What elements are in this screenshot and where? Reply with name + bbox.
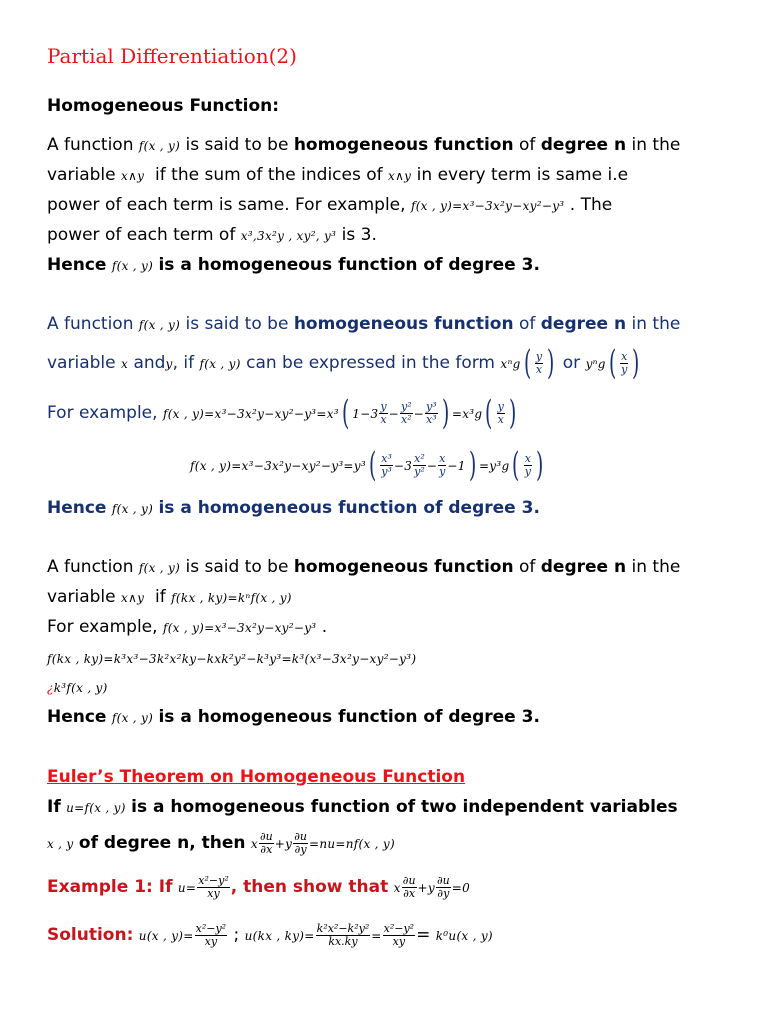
text: Hence (47, 707, 107, 727)
math-expr: =0 (451, 881, 471, 895)
text: in the (631, 314, 681, 334)
math-symbol: ¿ (47, 681, 54, 695)
math-expr: x (250, 837, 258, 851)
math-expr: f(kx , ky)=k³x³−3k²x²ky−kxk²y²−k³y³=k³(x³−3x²y−xy²−y³) (47, 652, 417, 666)
fraction: $\frac{y}{x}$ (535, 349, 543, 376)
math-expr: yⁿg (585, 357, 606, 371)
fraction: $\frac{\text{k²x²−k²y²}}{kx.ky}$ (316, 921, 370, 948)
math-expr: =y³g (478, 459, 510, 473)
fraction: $\frac{y}{x}$ (497, 399, 504, 426)
term: homogeneous function (293, 135, 514, 155)
left-paren: ( (368, 445, 377, 485)
text: power of each term is same. For example, (47, 195, 406, 215)
fraction: $\frac{x}{y}$ (439, 451, 446, 478)
math-expr: −3 (393, 459, 413, 473)
math-expr: f(x , y) (138, 318, 181, 332)
fraction: $\frac{\text{y³}}{\text{x³}}$ (425, 399, 437, 426)
s2-line1 (47, 313, 680, 336)
math-expr: f(x , y) (138, 139, 181, 153)
math-expr: f(x , y)=x³−3x²y−xy²−y³=x³ (162, 407, 339, 421)
text: or (562, 353, 581, 373)
text: . (321, 617, 328, 637)
example-label: Example 1: If (47, 877, 173, 897)
math-expr: f(x , y)=x³−3x²y−xy²−y³=y³ (190, 459, 366, 473)
text: = (416, 925, 431, 945)
right-paren: ) (547, 343, 555, 383)
fraction: $\frac{y}{x}$ (380, 399, 387, 426)
math-expr: =nu=nf(x , y) (308, 837, 395, 851)
math-expr: u= (177, 881, 197, 895)
math-expr: f(x , y) (199, 357, 241, 371)
term: degree n (540, 557, 627, 577)
right-paren: ) (441, 393, 449, 433)
example1-line (47, 870, 470, 905)
math-expr: u=f(x , y) (66, 801, 126, 815)
math-expr: = (371, 929, 382, 943)
left-paren: ( (512, 445, 520, 485)
s3-line4 (47, 647, 416, 670)
math-expr: x (121, 357, 129, 371)
term: homogeneous function (293, 557, 514, 577)
text: For example, (47, 617, 158, 637)
s2-example2 (190, 445, 546, 485)
right-paren: ) (508, 393, 517, 433)
s1-line3 (47, 194, 612, 217)
fraction: $\frac{\text{x²−y²}}{xy}$ (195, 921, 227, 948)
text: power of each term of (47, 225, 236, 245)
math-expr: − (426, 459, 438, 473)
math-expr: −1 (447, 459, 466, 473)
text: of degree n, then (78, 833, 246, 853)
text: if the sum of the indices of (155, 165, 383, 185)
s3-hence (47, 706, 540, 729)
page-title: Partial Differentiation(2) (47, 44, 297, 68)
euler-line1 (47, 796, 678, 819)
text: , then show that (230, 877, 389, 897)
s1-line4 (47, 224, 377, 247)
right-paren: ) (535, 445, 544, 485)
term: homogeneous function (293, 314, 514, 334)
math-expr: f(x , y) (111, 502, 154, 516)
text: For example, (47, 403, 158, 423)
s2-line2 (47, 343, 643, 383)
right-paren: ) (468, 445, 476, 485)
text: of (518, 557, 536, 577)
text: is a homogeneous function of degree 3. (158, 498, 540, 518)
section-heading: Homogeneous Function: (47, 96, 280, 116)
s2-hence (47, 497, 540, 520)
term: degree n (540, 314, 627, 334)
text: and (133, 353, 166, 373)
text: variable (47, 353, 116, 373)
math-expr: x∧y (121, 169, 145, 183)
s3-line2 (47, 586, 292, 609)
text: ; (233, 925, 240, 945)
math-expr: x∧y (121, 591, 145, 605)
text: of (518, 135, 536, 155)
text: variable (47, 165, 116, 185)
math-expr: f(x , y) (111, 259, 154, 273)
math-expr: x³,3x²y , xy², y³ (240, 229, 337, 243)
text: is a homogeneous function of degree 3. (158, 707, 540, 727)
euler-line2 (47, 826, 395, 861)
left-paren: ( (608, 343, 617, 383)
text: in the (631, 557, 681, 577)
math-expr: x∧y (388, 169, 412, 183)
math-expr: x (393, 881, 401, 895)
text: is 3. (341, 225, 377, 245)
text: If (47, 797, 61, 817)
fraction: $\frac{x}{y}$ (621, 349, 628, 376)
euler-heading: Euler’s Theorem on Homogeneous Function (47, 767, 466, 787)
s1-line2 (47, 164, 628, 187)
s1-line1 (47, 134, 680, 157)
text: A function (47, 314, 134, 334)
text: if (155, 587, 166, 607)
math-expr: f(kx , ky)=kⁿf(x , y) (171, 591, 292, 605)
left-paren: ( (341, 393, 350, 433)
fraction: $\frac{\partial u}{\partial y}$ (436, 873, 450, 900)
s3-line1 (47, 556, 680, 579)
s3-line5 (47, 676, 108, 699)
math-expr: xⁿg (500, 357, 521, 371)
text: is a homogeneous function of degree 3. (158, 255, 540, 275)
math-expr: f(x , y) (111, 711, 154, 725)
text: in every term is same i.e (416, 165, 629, 185)
math-expr: u(x , y)= (138, 929, 194, 943)
fraction: $\frac{\partial u}{\partial x}$ (402, 873, 416, 900)
solution-label: Solution: (47, 925, 134, 945)
math-expr: 1−3 (352, 407, 379, 421)
math-expr: x , y (47, 837, 74, 851)
left-paren: ( (485, 393, 493, 433)
fraction: $\frac{\text{x²}}{\text{y²}}$ (414, 451, 425, 478)
text: A function (47, 557, 134, 577)
left-paren: ( (523, 343, 531, 383)
fraction: $\frac{\text{x²−y²}}{xy}$ (198, 873, 229, 900)
math-expr: k⁰u(x , y) (435, 929, 493, 943)
math-expr: f(x , y)=x³−3x²y−xy²−y³ (410, 199, 565, 213)
math-expr: +y (417, 881, 435, 895)
right-paren: ) (632, 343, 640, 383)
math-expr: f(x , y) (138, 561, 181, 575)
fraction: $\frac{x}{y}$ (524, 451, 531, 478)
text: is said to be (185, 314, 289, 334)
s3-line3 (47, 616, 327, 639)
math-expr: − (388, 407, 399, 421)
s1-hence (47, 254, 540, 277)
fraction: $\frac{\partial u}{\partial y}$ (294, 829, 307, 856)
math-expr: y (165, 357, 173, 371)
math-expr: k³f(x , y) (53, 681, 108, 695)
text: is said to be (185, 557, 289, 577)
fraction: $\frac{\partial u}{\partial x}$ (259, 829, 273, 856)
text: variable (47, 587, 116, 607)
solution-line (47, 918, 493, 953)
math-expr: =x³g (451, 407, 483, 421)
text: in the (631, 135, 681, 155)
text: . The (569, 195, 613, 215)
fraction: $\frac{\text{y²}}{\text{x²}}$ (401, 399, 412, 426)
math-expr: − (413, 407, 424, 421)
term: degree n (540, 135, 627, 155)
text: is said to be (185, 135, 289, 155)
text: of (518, 314, 536, 334)
text: Hence (47, 498, 107, 518)
math-expr: u(kx , ky)= (244, 929, 315, 943)
math-expr: +y (274, 837, 293, 851)
fraction: $\frac{\text{x³}}{\text{y³}}$ (381, 451, 392, 478)
s2-example1 (47, 393, 519, 433)
math-expr: f(x , y)=x³−3x²y−xy²−y³ (162, 621, 317, 635)
text: can be expressed in the form (246, 353, 495, 373)
text: is a homogeneous function of two independent variables (131, 797, 678, 817)
text: A function (47, 135, 134, 155)
text: , if (172, 353, 195, 373)
fraction: $\frac{\text{x²−y²}}{xy}$ (383, 921, 415, 948)
text: Hence (47, 255, 107, 275)
